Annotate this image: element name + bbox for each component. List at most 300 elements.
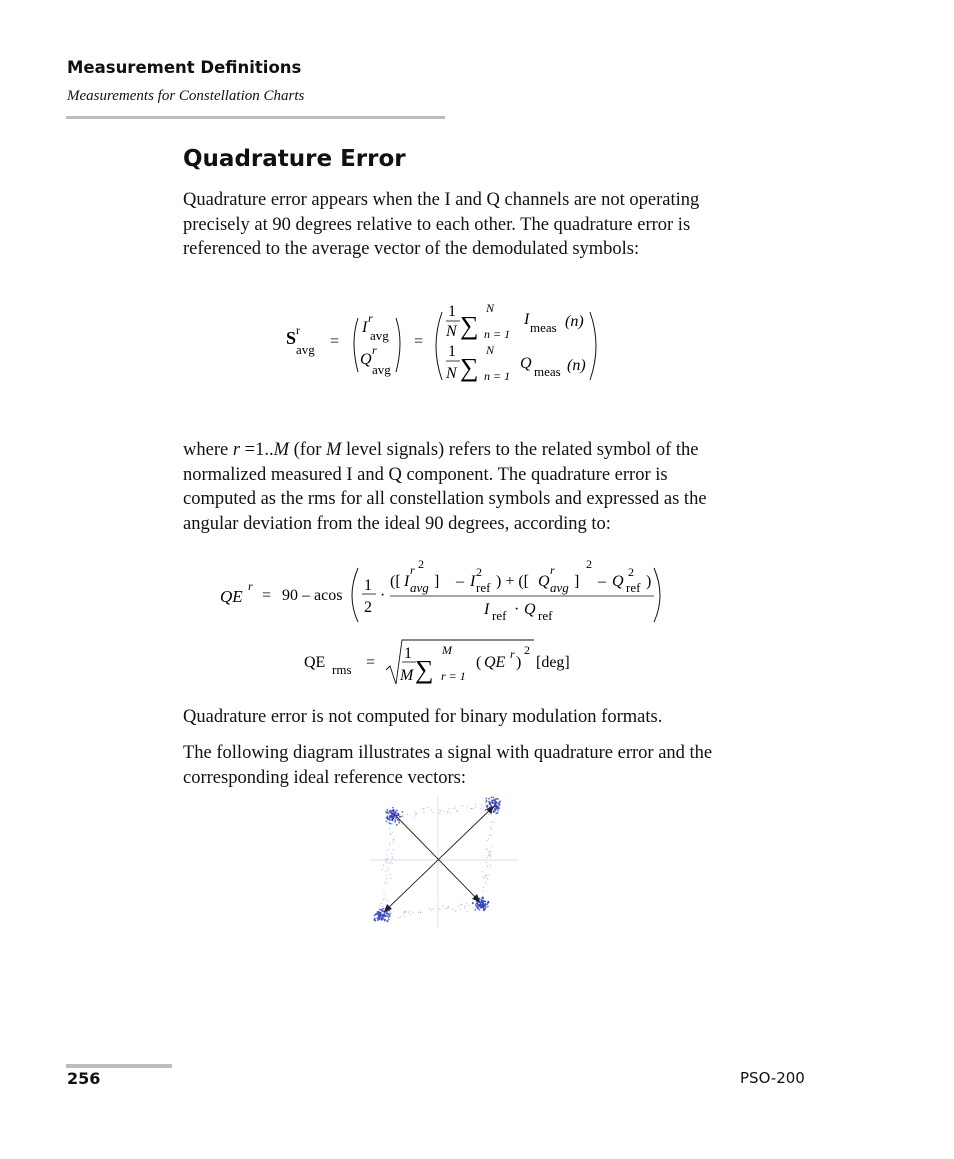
constellation-point	[471, 808, 472, 809]
constellation-point	[409, 911, 410, 912]
constellation-point	[418, 912, 419, 913]
constellation-point	[489, 874, 490, 875]
constellation-point	[388, 914, 389, 915]
constellation-point	[486, 865, 487, 866]
page-number: 256	[67, 1069, 101, 1088]
eq2-Q-avg: avg	[550, 580, 569, 595]
constellation-point	[491, 814, 492, 815]
where-word: where	[183, 440, 229, 460]
eq3-QEr: QE	[484, 654, 506, 671]
eq2-QE: QE	[220, 587, 243, 606]
constellation-point	[473, 808, 474, 809]
where-line-first	[183, 438, 823, 463]
eq3-deg: [deg]	[536, 654, 570, 671]
constellation-point	[497, 810, 499, 812]
diagram-intro-line: The following diagram illustrates a signal with quadrature error and the	[183, 743, 713, 763]
constellation-point	[428, 807, 429, 808]
constellation-point	[491, 846, 492, 847]
eq2-Iref-sub: ref	[476, 580, 491, 595]
constellation-point	[386, 920, 388, 922]
constellation-point	[377, 920, 379, 922]
constellation-point	[392, 832, 393, 833]
constellation-point	[485, 798, 487, 800]
constellation-point	[386, 854, 387, 855]
constellation-point	[378, 917, 380, 919]
eq1-Q-sup: r	[372, 343, 377, 357]
constellation-point	[493, 822, 494, 823]
constellation-point	[480, 907, 482, 909]
intro-line: referenced to the average vector of the demodulated symbols:	[183, 239, 640, 260]
constellation-point	[382, 908, 383, 909]
constellation-point	[495, 803, 497, 805]
binary-note: Quadrature error is not computed for binary modulation formats.	[183, 707, 663, 727]
where-line: angular deviation from the ideal 90 degrees, according to:	[183, 513, 611, 534]
constellation-point	[420, 912, 421, 913]
constellation-point	[487, 904, 488, 905]
constellation-point	[387, 859, 388, 860]
eq3-one: 1	[404, 645, 412, 662]
constellation-point	[475, 904, 476, 905]
constellation-point	[386, 871, 387, 872]
constellation-point	[390, 833, 391, 834]
intro-line: Quadrature error appears when the I and Q channels are not operating	[183, 190, 700, 210]
eq2-sq-4: 2	[628, 565, 634, 579]
constellation-point	[488, 798, 490, 800]
constellation-point	[394, 819, 396, 821]
constellation-point	[390, 812, 392, 814]
eq2-sq-3: 2	[586, 557, 592, 571]
constellation-point	[462, 805, 463, 806]
constellation-point	[400, 916, 401, 917]
constellation-point	[386, 817, 388, 819]
constellation-point	[485, 876, 486, 877]
constellation-point	[384, 914, 386, 916]
eq2-den-I-sub: ref	[492, 608, 507, 623]
constellation-point	[477, 907, 479, 909]
constellation-point	[389, 815, 391, 817]
constellation-point	[487, 840, 488, 841]
eq2-half-two: 2	[364, 599, 372, 616]
constellation-point	[477, 904, 478, 905]
constellation-point	[388, 849, 389, 850]
eq2-close-sq-2: ]	[574, 573, 580, 590]
constellation-point	[384, 919, 386, 921]
constellation-point	[494, 800, 496, 802]
constellation-point	[390, 874, 391, 875]
eq2-half-one: 1	[364, 577, 372, 594]
constellation-point	[483, 877, 484, 878]
constellation-point	[491, 806, 492, 807]
constellation-point	[433, 908, 434, 909]
where-eq: =1..	[240, 440, 274, 460]
constellation-point	[374, 915, 376, 917]
constellation-point	[386, 809, 388, 811]
constellation-point	[431, 910, 432, 911]
section-heading: Quadrature Error	[183, 146, 406, 172]
constellation-point	[488, 814, 489, 815]
constellation-point	[489, 834, 490, 835]
eq2-close-paren: )	[646, 573, 652, 590]
constellation-point	[489, 855, 490, 856]
footer-rule	[66, 1064, 172, 1068]
constellation-point	[443, 810, 444, 811]
constellation-point	[392, 818, 394, 820]
constellation-point	[389, 828, 390, 829]
eq1-row2-sigma: ∑	[460, 353, 479, 382]
constellation-point	[498, 807, 500, 809]
constellation-point	[439, 810, 440, 811]
constellation-point	[414, 812, 415, 813]
eq2-minus-2: –	[598, 573, 606, 590]
constellation-point	[475, 807, 476, 808]
constellation-point	[407, 814, 408, 815]
constellation-point	[385, 859, 386, 860]
diagram-intro-line: corresponding ideal reference vectors:	[183, 767, 467, 788]
constellation-svg	[366, 792, 526, 932]
constellation-point	[487, 867, 488, 868]
constellation-point	[473, 907, 474, 908]
eq1-row1-meas: meas	[530, 320, 557, 335]
intro-paragraph	[183, 188, 823, 262]
constellation-point	[392, 842, 393, 843]
constellation-point	[488, 806, 489, 807]
constellation-point	[492, 803, 493, 804]
constellation-point	[392, 858, 393, 859]
constellation-point	[390, 834, 391, 835]
constellation-point	[472, 903, 473, 904]
constellation-point	[487, 906, 489, 908]
eq2-Qref-sub: ref	[626, 580, 641, 595]
constellation-point	[488, 838, 489, 839]
constellation-point	[387, 900, 388, 901]
constellation-point	[491, 797, 493, 799]
eq2-close-sq: ]	[434, 573, 440, 590]
constellation-diagram	[366, 792, 526, 937]
constellation-point	[458, 905, 459, 906]
eq2-Iref: I	[470, 573, 476, 590]
equation-quadrature-error	[218, 556, 668, 628]
eq1-row2-upper: N	[486, 343, 495, 357]
eq3-sigma: ∑	[415, 655, 434, 684]
constellation-point	[386, 883, 387, 884]
constellation-point	[386, 815, 388, 817]
constellation-point	[403, 816, 404, 817]
constellation-point	[490, 827, 491, 828]
constellation-point	[494, 808, 496, 810]
constellation-point	[392, 807, 394, 809]
constellation-point	[384, 882, 385, 883]
eq2-den-Q: Q	[524, 601, 536, 618]
constellation-point	[382, 903, 383, 904]
eq1-Q-sub: avg	[372, 362, 391, 377]
constellation-point	[389, 845, 390, 846]
constellation-point	[386, 915, 388, 917]
constellation-point	[455, 911, 456, 912]
constellation-point	[495, 813, 496, 814]
constellation-point	[487, 878, 488, 879]
eq3-open: (	[476, 654, 482, 671]
constellation-point	[445, 908, 446, 909]
constellation-point	[486, 875, 487, 876]
constellation-point	[483, 908, 485, 910]
constellation-point	[387, 818, 389, 820]
constellation-point	[487, 857, 488, 858]
constellation-point	[384, 915, 386, 917]
constellation-point	[498, 803, 500, 805]
constellation-point	[390, 878, 391, 879]
constellation-point	[491, 835, 492, 836]
eq1-row1-I: I	[524, 311, 530, 328]
constellation-point	[390, 862, 391, 863]
constellation-point	[398, 822, 400, 824]
eq1-row2-one: 1	[448, 343, 456, 360]
eq1-row1-n: (n)	[565, 313, 584, 330]
constellation-point	[382, 869, 383, 870]
constellation-point	[433, 812, 434, 813]
constellation-point	[468, 905, 469, 906]
constellation-point	[402, 811, 404, 813]
eq3-close: )	[516, 654, 522, 671]
constellation-point	[494, 804, 496, 806]
constellation-point	[423, 812, 424, 813]
eq2-paren-right	[654, 568, 660, 622]
eq3-upper: M	[442, 643, 452, 657]
constellation-point	[483, 900, 485, 902]
constellation-point	[490, 856, 491, 857]
constellation-point	[481, 808, 482, 809]
constellation-point	[497, 802, 499, 804]
eq2-plus: ) + ([	[496, 573, 530, 590]
constellation-point	[461, 904, 462, 905]
constellation-point	[390, 823, 392, 825]
constellation-point	[391, 816, 393, 818]
eq2-I-avg: avg	[410, 580, 429, 595]
constellation-point	[486, 849, 487, 850]
constellation-point	[387, 811, 389, 813]
constellation-point	[391, 853, 392, 854]
header-rule	[66, 116, 445, 119]
constellation-point	[480, 901, 482, 903]
eq1-row1-N: N	[446, 323, 457, 340]
constellation-point	[397, 813, 398, 814]
constellation-point	[485, 809, 487, 811]
constellation-point	[491, 828, 492, 829]
eq2-sq-1: 2	[418, 557, 424, 571]
constellation-point	[484, 904, 486, 906]
constellation-point	[483, 887, 484, 888]
constellation-point	[474, 909, 476, 911]
constellation-point	[486, 806, 487, 807]
constellation-point	[453, 808, 454, 809]
eq1-row2-Q: Q	[520, 355, 532, 372]
constellation-point	[460, 909, 461, 910]
constellation-point	[392, 810, 394, 812]
constellation-point	[488, 852, 489, 853]
eq1-bracket-left	[436, 312, 442, 380]
where-line: normalized measured I and Q component. The quadrature error is	[183, 464, 668, 485]
constellation-point	[388, 869, 389, 870]
eq1-row2-meas: meas	[534, 364, 561, 379]
constellation-point	[481, 897, 482, 898]
eq2-Q: Q	[538, 573, 550, 590]
eq3-lower: r = 1	[441, 669, 466, 683]
eq3-M: M	[400, 667, 414, 684]
constellation-point	[485, 805, 486, 806]
constellation-point	[490, 851, 491, 852]
eq1-paren-left	[354, 318, 358, 372]
constellation-point	[481, 805, 482, 806]
constellation-point	[482, 906, 484, 908]
constellation-point	[392, 863, 393, 864]
constellation-point	[388, 813, 390, 815]
constellation-point	[422, 808, 423, 809]
constellation-point	[393, 849, 394, 850]
constellation-point	[378, 916, 380, 918]
eq2-equals: =	[262, 587, 272, 604]
constellation-point	[376, 913, 378, 915]
eq2-I: I	[404, 573, 410, 590]
eq1-S: S	[286, 328, 297, 348]
constellation-point	[475, 804, 476, 805]
constellation-point	[380, 916, 381, 917]
constellation-point	[488, 901, 490, 903]
constellation-point	[497, 798, 499, 800]
constellation-point	[374, 918, 376, 920]
constellation-point	[484, 901, 486, 903]
constellation-point	[447, 908, 448, 909]
constellation-point	[439, 908, 440, 909]
constellation-point	[482, 890, 483, 891]
constellation-point	[443, 906, 444, 907]
constellation-point	[492, 821, 493, 822]
eq2-Q-sup: r	[550, 563, 555, 577]
eq3-rms: rms	[332, 662, 352, 677]
constellation-point	[485, 882, 486, 883]
eq2-dot: ·	[380, 587, 386, 604]
constellation-point	[448, 906, 449, 907]
constellation-point	[410, 914, 411, 915]
constellation-point	[389, 843, 390, 844]
constellation-point	[383, 899, 384, 900]
constellation-point	[386, 912, 388, 914]
constellation-point	[387, 857, 388, 858]
eq1-row1-upper: N	[486, 301, 495, 315]
constellation-point	[377, 917, 379, 919]
constellation-point	[381, 910, 383, 912]
eq2-open: ([	[390, 573, 401, 590]
eq3-QEr-sup: r	[510, 647, 515, 661]
constellation-point	[467, 911, 468, 912]
eq1-Q: Q	[360, 351, 372, 368]
constellation-point	[376, 911, 378, 913]
constellation-point	[493, 797, 495, 799]
document-code: PSO-200	[740, 1069, 805, 1087]
constellation-point	[385, 861, 386, 862]
constellation-point	[466, 903, 467, 904]
constellation-point	[423, 808, 424, 809]
constellation-point	[390, 912, 391, 913]
constellation-point	[386, 878, 387, 879]
constellation-point	[379, 914, 381, 916]
eq3-QE: QE	[304, 654, 326, 671]
constellation-point	[450, 812, 451, 813]
where-line: computed as the rms for all constellation symbols and expressed as the	[183, 489, 707, 510]
eq3-equals: =	[366, 654, 376, 671]
constellation-point	[389, 819, 391, 821]
eq1-S-sup: r	[296, 323, 300, 337]
constellation-point	[393, 839, 394, 840]
equation-qe-rms	[302, 636, 602, 690]
constellation-point	[403, 914, 404, 915]
eq2-den-dot: ·	[514, 601, 520, 618]
constellation-point	[408, 913, 409, 914]
eq1-equals-2: =	[414, 333, 424, 350]
eq1-I-sub: avg	[370, 328, 389, 343]
constellation-point	[383, 893, 384, 894]
constellation-point	[452, 909, 453, 910]
constellation-point	[413, 912, 414, 913]
header-subtitle: Measurements for Constellation Charts	[67, 88, 305, 104]
eq1-row1-sigma: ∑	[460, 311, 479, 340]
constellation-point	[479, 909, 481, 911]
constellation-point	[396, 810, 398, 812]
where-paragraph	[183, 438, 823, 536]
constellation-point	[482, 904, 483, 905]
constellation-point	[382, 917, 384, 919]
constellation-point	[485, 907, 487, 909]
constellation-point	[496, 809, 497, 810]
eq1-row2-lower: n = 1	[484, 369, 511, 383]
constellation-point	[414, 817, 415, 818]
constellation-point	[467, 806, 468, 807]
constellation-point	[485, 801, 487, 803]
constellation-point	[447, 812, 448, 813]
constellation-point	[493, 811, 495, 813]
eq2-Qref: Q	[612, 573, 624, 590]
constellation-point	[488, 801, 490, 803]
constellation-point	[477, 902, 478, 903]
eq2-minus-1: –	[456, 573, 464, 590]
constellation-point	[431, 809, 432, 810]
constellation-point	[383, 865, 384, 866]
eq1-row1-lower: n = 1	[484, 327, 511, 341]
constellation-point	[392, 823, 393, 824]
constellation-point	[499, 800, 501, 802]
eq1-I-sup: r	[368, 311, 373, 325]
eq1-paren-right	[396, 318, 400, 372]
eq1-I: I	[362, 319, 368, 336]
constellation-point	[464, 907, 465, 908]
where-M: M	[273, 440, 290, 460]
constellation-point	[460, 904, 461, 905]
constellation-point	[405, 911, 406, 912]
constellation-point	[495, 806, 497, 808]
intro-line: precisely at 90 degrees relative to each other. The quadrature error is	[183, 214, 691, 235]
eq1-row2-N: N	[446, 365, 457, 382]
constellation-point	[399, 917, 400, 918]
where-r: r	[232, 440, 241, 460]
diagram-intro	[183, 741, 823, 790]
eq1-S-sub: avg	[296, 342, 315, 357]
constellation-point	[455, 807, 456, 808]
eq1-row1-one: 1	[448, 303, 456, 320]
eq2-QE-sup: r	[248, 579, 253, 593]
constellation-point	[456, 810, 457, 811]
eq3-sq: 2	[524, 643, 530, 657]
constellation-point	[404, 912, 405, 913]
constellation-point	[382, 906, 383, 907]
constellation-point	[402, 816, 403, 817]
